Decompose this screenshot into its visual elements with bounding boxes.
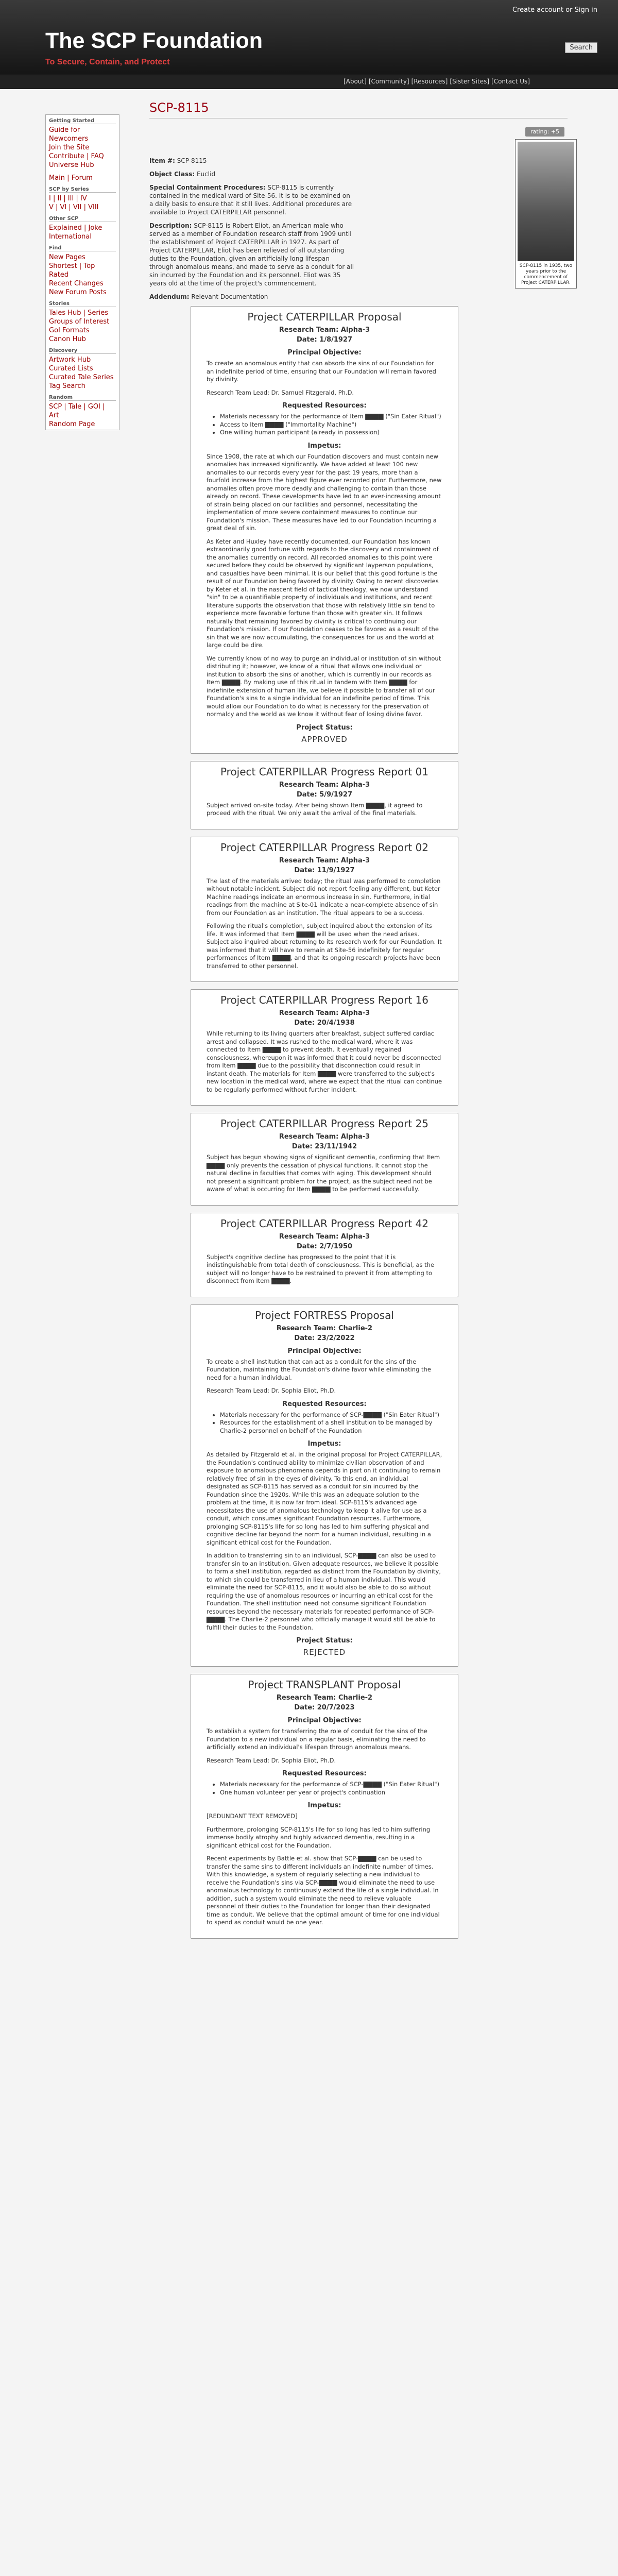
sidebar-group [46,242,119,298]
sidebar-link[interactable]: Recent Changes [49,280,104,287]
rating-badge[interactable]: rating: +5 [525,127,564,137]
search-button[interactable]: Search [565,42,597,53]
project-status: REJECTED [303,1648,346,1657]
sidebar-link[interactable]: Random Page [49,420,95,428]
sidebar-link[interactable]: Shortest | Top Rated [49,262,95,279]
resources-heading: Requested Resources: [282,1770,367,1777]
top-nav-item[interactable]: [Sister Sites] [450,78,490,85]
site-slogan: To Secure, Contain, and Protect [45,58,170,66]
sidebar-link[interactable]: Canon Hub [49,335,86,343]
sidebar-group [46,183,119,213]
document-date: Date: 20/4/1938 [294,1019,355,1027]
research-team: Research Team: Alpha-3 [279,1009,370,1017]
sidebar-link[interactable]: Guide for Newcomers [49,126,89,143]
resources-list [207,1411,442,1435]
addendum [149,293,489,301]
sidebar-link[interactable]: Curated Tale Series [49,374,114,381]
resources-heading: Requested Resources: [282,402,367,410]
research-team: Research Team: Alpha-3 [279,781,370,789]
item-value: SCP-8115 [177,157,207,164]
report-paragraph: Following the ritual's completion, subject inquired about the extension of its life. It was informed that Item ▇▇▇▇ will be used when the need arises. Subject also inquired about returning to its research work for our Foundation. It was informed that it will have to remain at Site-56 indefinitely for regular performances of Item ▇▇▇▇, and that its ongoing research projects have been transferred to other personnel. [207,922,442,970]
report-paragraph: Subject's cognitive decline has progressed to the point that it is indistinguishable from total death of consciousness. This is beneficial, as the subject will no longer have to be restrained to prevent it from attempting to disconnect from Item ▇▇▇▇. [207,1253,435,1284]
resources-heading: Requested Resources: [282,1400,367,1408]
description [149,222,355,287]
impetus-heading: Impetus: [307,1802,341,1809]
objective-heading: Principal Objective: [287,349,362,357]
sidebar-link[interactable]: GoI Formats [49,327,90,334]
document-date: Date: 11/9/1927 [294,866,355,874]
scp-text: SCP-8115 is currently contained in the medical ward of Site-56. It is to be examined on a daily basis to ensure that it still lives. Additional procedures are available to Project CATERPILLAR personnel. [149,184,352,216]
sidebar-link[interactable]: Curated Lists [49,365,93,372]
class-label: Object Class: [149,171,195,178]
research-team: Research Team: Alpha-3 [279,856,370,865]
addendum-label: Addendum: [149,293,190,300]
document-box [191,761,458,829]
page-title: SCP-8115 [149,100,568,118]
top-nav-item[interactable]: [Community] [368,78,409,85]
impetus-paragraph: We currently know of no way to purge an individual or institution of sin without distributing it; however, we know of a ritual that allows one individual or institution to absorb the sins of another, which is currently in our records as Item ▇▇▇▇. By making use of this ritual in tandem with Item ▇▇▇▇ for indefinite extension of human life, we believe it possible to transfer all of our Foundation's sins to a single individual for an indefinite period of time. This would allow our Foundation to do what is necessary for the preservation of normalcy and the world as we know it without fear of losing divine favor. [207,654,441,718]
sidebar-link[interactable]: SCP | Tale | GOI | Art [49,403,105,419]
document-date: Date: 2/7/1950 [296,1242,353,1250]
sidebar-group-heading: SCP by Series [49,187,116,193]
object-class [149,170,489,178]
sidebar-group-heading: Find [49,245,116,251]
report-paragraph: Subject has begun showing signs of significant dementia, confirming that Item ▇▇▇▇ only prevents the cessation of physical functions. It cannot stop the natural decline in faculties that comes with aging. This development should not present a significant problem for the project, as the subject need not be aware of what is occurring for Item ▇▇▇▇ to be performed successfully. [207,1154,440,1193]
research-team: Research Team: Alpha-3 [279,1133,370,1141]
main-content [149,100,573,1946]
sidebar-group-heading: Discovery [49,348,116,354]
document-title: Project CATERPILLAR Proposal [247,311,402,323]
side-nav [45,114,119,430]
image-caption: SCP-8115 in 1935, two years prior to the commencement of Project CATERPILLAR. [519,263,573,285]
objective-text: To create an anomalous entity that can absorb the sins of our Foundation for an indefinite period of time, ensuring that our Foundation will remain favored by divinity. [207,360,436,383]
impetus-paragraph: [REDUNDANT TEXT REMOVED] [207,1812,298,1820]
document-date: Date: 23/2/2022 [294,1334,355,1342]
sidebar-link[interactable]: Contribute | FAQ [49,152,104,160]
impetus-paragraph: As Keter and Huxley have recently documented, our Foundation has known extraordinarily good fortune with regards to the discovery and containment of the anomalies currently on record. All recorded anomalies to this point were secured before they could be observed by significant layperson populations, and casualties have been minimal. It is our belief that this good fortune is the result of our Foundation being favored by divinity. Owing to recent discoveries by Keter et al. in the nascent field of tactical theology, we now understand "sin" to be a quantifiable property of individuals and institutions, and recent literature supports the observation that those with relatively little sin tend to experience more favorable fortune than those with greater sin. It follows naturally that remaining favored by divinity is critical to continuing our Foundation's mission. If our Foundation ceases to be favored as a result of the sin that we are now accumulating, the consequences for us and the world at large could be dire. [207,537,439,649]
site-title[interactable]: The SCP Foundation [45,28,263,53]
report-paragraph: Subject arrived on-site today. After being shown Item ▇▇▇▇, it agreed to proceed with the ritual. We only await the arrival of the final materials. [207,801,423,817]
status-heading: Project Status: [296,1637,353,1645]
sidebar-group-heading: Other SCP [49,216,116,222]
resource-item: • Materials necessary for the performance of Item ▇▇▇▇ ("Sin Eater Ritual") [220,413,442,421]
document-title: Project CATERPILLAR Progress Report 42 [220,1217,429,1230]
document-box [191,1213,458,1297]
impetus-paragraph: In addition to transferring sin to an individual, SCP-▇▇▇▇ can also be used to transfer sin to an institution. Given adequate resources, we believe it possible to form a shell institution, regarded as distinct from the Foundation by divinity, to which sin could be transferred in lieu of a human individual. This would eliminate the need for SCP-8115, and it would also be able to do so without requiring the use of anomalous resources or incurring an ethical cost for the Foundation. The shell institution need not consume significant Foundation resources beyond the necessary materials for repeated performance of SCP-▇▇▇▇. The Charlie-2 personnel who officially manage it would still be able to fulfill their duties to the Foundation. [207,1552,441,1631]
document-date: Date: 23/11/1942 [291,1143,357,1150]
document-box [191,306,458,754]
desc-text: SCP-8115 is Robert Eliot, an American male who served as a member of Foundation research staff from 1909 until the establishment of Project CATERPILLAR in 1927. As part of Project CATERPILLAR, Eliot has been relieved of all outstanding duties to the Foundation, given an artificially long lifespan through anomalous means, and made to serve as a conduit for all sin incurred by the Foundation and its personnel. Eliot was 35 years old at the time of the project's commencement. [149,222,354,287]
scp-label: Special Containment Procedures: [149,184,266,191]
containment-procedures [149,183,355,216]
sidebar-group-heading: Getting Started [49,118,116,124]
top-nav-item[interactable]: [About] [344,78,367,85]
report-paragraph: While returning to its living quarters after breakfast, subject suffered cardiac arrest and collapsed. It was rushed to the medical ward, where it was connected to Item ▇▇▇▇ to prevent death. It eventually regained consciousness, whereupon it was informed that it could never be disconnected from Item ▇▇▇▇ due to the possibility that disconnection could result in instant death. The materials for Item ▇▇▇▇ were transferred to the subject's new location in the medical ward, where we expect that the ritual can continue to be regularly performed without further incident. [207,1030,442,1093]
sidebar-link[interactable]: New Forum Posts [49,289,107,296]
resource-item: • Materials necessary for the performance of SCP-▇▇▇▇ ("Sin Eater Ritual") [220,1411,442,1419]
sidebar-link[interactable]: Groups of Interest [49,318,110,326]
sidebar-link[interactable]: Join the Site [49,144,90,151]
objective-heading: Principal Objective: [287,1347,362,1355]
item-label: Item #: [149,157,175,164]
document-box [191,837,458,982]
objective-text: To create a shell institution that can act as a conduit for the sins of the Foundation, maintaining the Foundation's divine favor while eliminating the need for a human individual. [207,1358,431,1381]
sidebar-link[interactable]: New Pages [49,253,85,261]
document-title: Project TRANSPLANT Proposal [248,1679,401,1691]
project-status: APPROVED [301,734,348,744]
impetus-paragraph: Furthermore, prolonging SCP-8115's life for so long has led to him suffering immense bodily atrophy and highly advanced dementia, resulting in a significant ethical cost for the Foundation. [207,1825,431,1849]
document-box [191,1674,458,1939]
top-nav [342,78,531,85]
sidebar-group [46,392,119,430]
sidebar-link[interactable]: Tales Hub | Series [49,309,109,317]
scp-photo [518,142,574,261]
sidebar-link[interactable]: Universe Hub [49,161,94,169]
document-title: Project FORTRESS Proposal [255,1309,394,1321]
impetus-paragraph: Since 1908, the rate at which our Foundation discovers and must contain new anomalies has increased significantly. We have added at least 100 new anomalies to our records every year for the past 19 years, more than a fourfold increase from the highest figure ever recorded prior. Furthermore, new anomalies often prove more deadly and challenging to contain than those already on record. These developments have led to an ever-increasing amount of strain being placed on our facilities and personnel, necessitating the implementation of more severe containment measures to continue our Foundation's mission. These measures have led to our Foundation incurring a great deal of sin. [207,452,442,532]
sidebar-link[interactable]: Explained | Joke [49,224,102,232]
sidebar-group [46,115,119,171]
impetus-paragraph: As detailed by Fitzgerald et al. in the original proposal for Project CATERPILLAR, the Foundation's continued ability to minimize civilian observation of and exposure to anomalous phenomena depends in part on it continuing to remain relatively free of sin in the eyes of divinity. To this end, an individual designated as SCP-8115 has served as a conduit for sin incurred by the Foundation since the 1920s. While this was an adequate solution to the problem at the time, it is now far from ideal. SCP-8115's advanced age necessitates the use of anomalous technology to keep it alive for use as a conduit, which consumes significant Foundation resources. Furthermore, prolonging SCP-8115's life for so long has led to him suffering physical and cognitive decline far beyond the norm for a human individual, resulting in a significant ethical cost for the Foundation. [207,1451,442,1546]
resources-list [207,413,442,437]
documentation-list [149,306,568,1939]
class-value: Euclid [197,171,216,178]
sidebar-link[interactable]: Tag Search [49,382,85,390]
resources-list [207,1781,442,1797]
resource-item: • Materials necessary for the performance of SCP-▇▇▇▇ ("Sin Eater Ritual") [220,1781,442,1789]
top-nav-item[interactable]: [Contact Us] [491,78,530,85]
resource-item: • Resources for the establishment of a shell institution to be managed by Charlie-2 personnel on behalf of the Foundation [220,1419,442,1435]
impetus-paragraph: Recent experiments by Battle et al. show that SCP-▇▇▇▇ can be used to transfer the same sins to different individuals an indefinite number of times. With this knowledge, a system of regularly selecting a new individual to receive the Foundation's sins via SCP-▇▇▇▇ would eliminate the need to use anomalous technology to continuously extend the life of a single individual. In addition, such a system would eliminate the need to relieve valuable personnel of their duties to the Foundation for longer than their designated time as conduit. We believe that the optimal amount of time for one individual to spend as conduit would be one year. [207,1855,440,1926]
sidebar-group [46,171,119,183]
addendum-text: Relevant Documentation [191,293,268,300]
document-box [191,1304,458,1667]
document-title: Project CATERPILLAR Progress Report 25 [220,1117,429,1130]
report-paragraph: The last of the materials arrived today; the ritual was performed to completion without notable incident. Subject did not report feeling any different, but Keter Machine readings indicate an enormous increase in sin. Furthermore, initial readings from the machine at Site-01 indicate a near-complete absence of sin from our Foundation as an institution. The ritual appears to be a success. [207,877,441,917]
team-lead: Research Team Lead: Dr. Sophia Eliot, Ph.D. [207,1756,336,1764]
document-date: Date: 1/8/1927 [296,336,353,344]
sidebar-link[interactable]: International [49,233,92,241]
research-team: Research Team: Alpha-3 [279,326,370,334]
team-lead: Research Team Lead: Dr. Samuel Fitzgerald, Ph.D. [207,388,354,396]
top-nav-bar [0,75,618,89]
sidebar-group [46,345,119,392]
document-title: Project CATERPILLAR Progress Report 02 [220,841,429,854]
document-box [191,1113,458,1206]
research-team: Research Team: Alpha-3 [279,1232,370,1241]
research-team: Research Team: Charlie-2 [276,1324,373,1332]
sidebar-link[interactable]: I | II | III | IV [49,195,87,202]
resource-item: • One willing human participant (already in possession) [220,429,442,437]
top-nav-item[interactable]: [Resources] [411,78,448,85]
document-date: Date: 5/9/1927 [296,790,353,799]
image-block [515,139,577,289]
sidebar-group-heading: Random [49,395,116,401]
sidebar-group-heading: Stories [49,301,116,307]
document-title: Project CATERPILLAR Progress Report 16 [220,994,429,1006]
item-number [149,157,489,165]
resource-item: • One human volunteer per year of project's continuation [220,1789,442,1797]
desc-label: Description: [149,222,192,229]
resource-item: • Access to Item ▇▇▇▇ ("Immortality Machine") [220,421,442,429]
research-team: Research Team: Charlie-2 [276,1694,373,1702]
sidebar-group [46,298,119,345]
objective-heading: Principal Objective: [287,1717,362,1724]
sidebar-group [46,213,119,242]
login-link[interactable]: Create account or Sign in [512,6,597,14]
status-heading: Project Status: [296,723,353,732]
objective-text: To establish a system for transferring the role of conduit for the sins of the Foundation to a new individual on a regular basis, eliminating the need to artificially extend an individual's lifespan through anomalous means. [207,1727,427,1751]
impetus-heading: Impetus: [307,442,341,450]
sidebar-link[interactable]: Main | Forum [49,174,93,182]
team-lead: Research Team Lead: Dr. Sophia Eliot, Ph.D. [207,1387,336,1394]
document-title: Project CATERPILLAR Progress Report 01 [220,765,429,778]
document-date: Date: 20/7/2023 [294,1704,355,1711]
document-box [191,989,458,1106]
sidebar-link[interactable]: V | VI | VII | VIII [49,204,99,211]
sidebar-link[interactable]: Artwork Hub [49,356,91,364]
impetus-heading: Impetus: [307,1440,341,1448]
site-header [0,0,618,75]
